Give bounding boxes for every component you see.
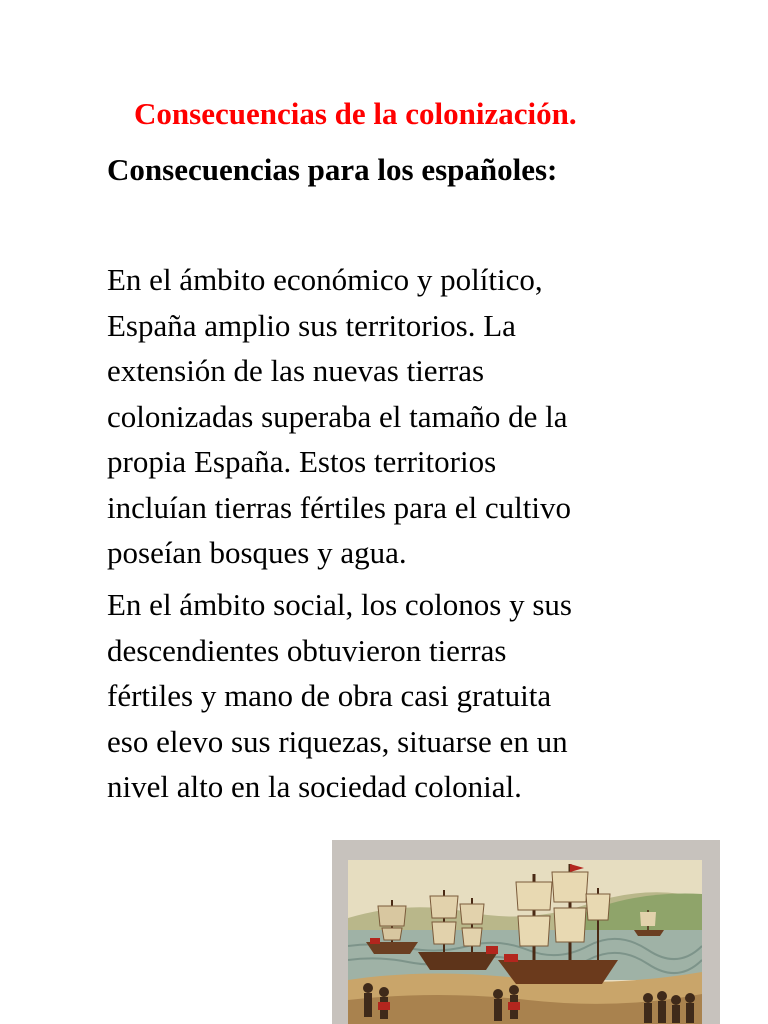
paragraph-social: [107, 582, 667, 810]
paragraph-line: nivel alto en la sociedad colonial.: [107, 769, 522, 804]
paragraph-line: España amplio sus territorios. La: [107, 307, 516, 343]
paragraph-line: En el ámbito económico y político,: [107, 262, 543, 297]
paragraph-economic-political: [107, 257, 667, 576]
paragraph-line: incluían tierras fértiles para el cultivo: [107, 489, 571, 525]
paragraph-line: descendientes obtuvieron tierras: [107, 632, 507, 668]
illustration-frame: [332, 840, 720, 1024]
paragraph-line: eso elevo sus riquezas, situarse en un: [107, 723, 568, 759]
paragraph-line: poseían bosques y agua.: [107, 535, 407, 570]
paragraph-line: colonizadas superaba el tamaño de la: [107, 398, 568, 434]
ships-painting: [348, 860, 702, 1024]
paragraph-line: fértiles y mano de obra casi gratuita: [107, 678, 552, 713]
section-heading: Consecuencias para los españoles:: [107, 152, 558, 187]
colonial-ships-illustration: [348, 860, 702, 1024]
document-title: Consecuencias de la colonización.: [134, 96, 577, 131]
paragraph-line: En el ámbito social, los colonos y sus: [107, 587, 572, 622]
paragraph-line: propia España. Estos territorios: [107, 444, 497, 479]
paragraph-line: extensión de las nuevas tierras: [107, 353, 485, 388]
